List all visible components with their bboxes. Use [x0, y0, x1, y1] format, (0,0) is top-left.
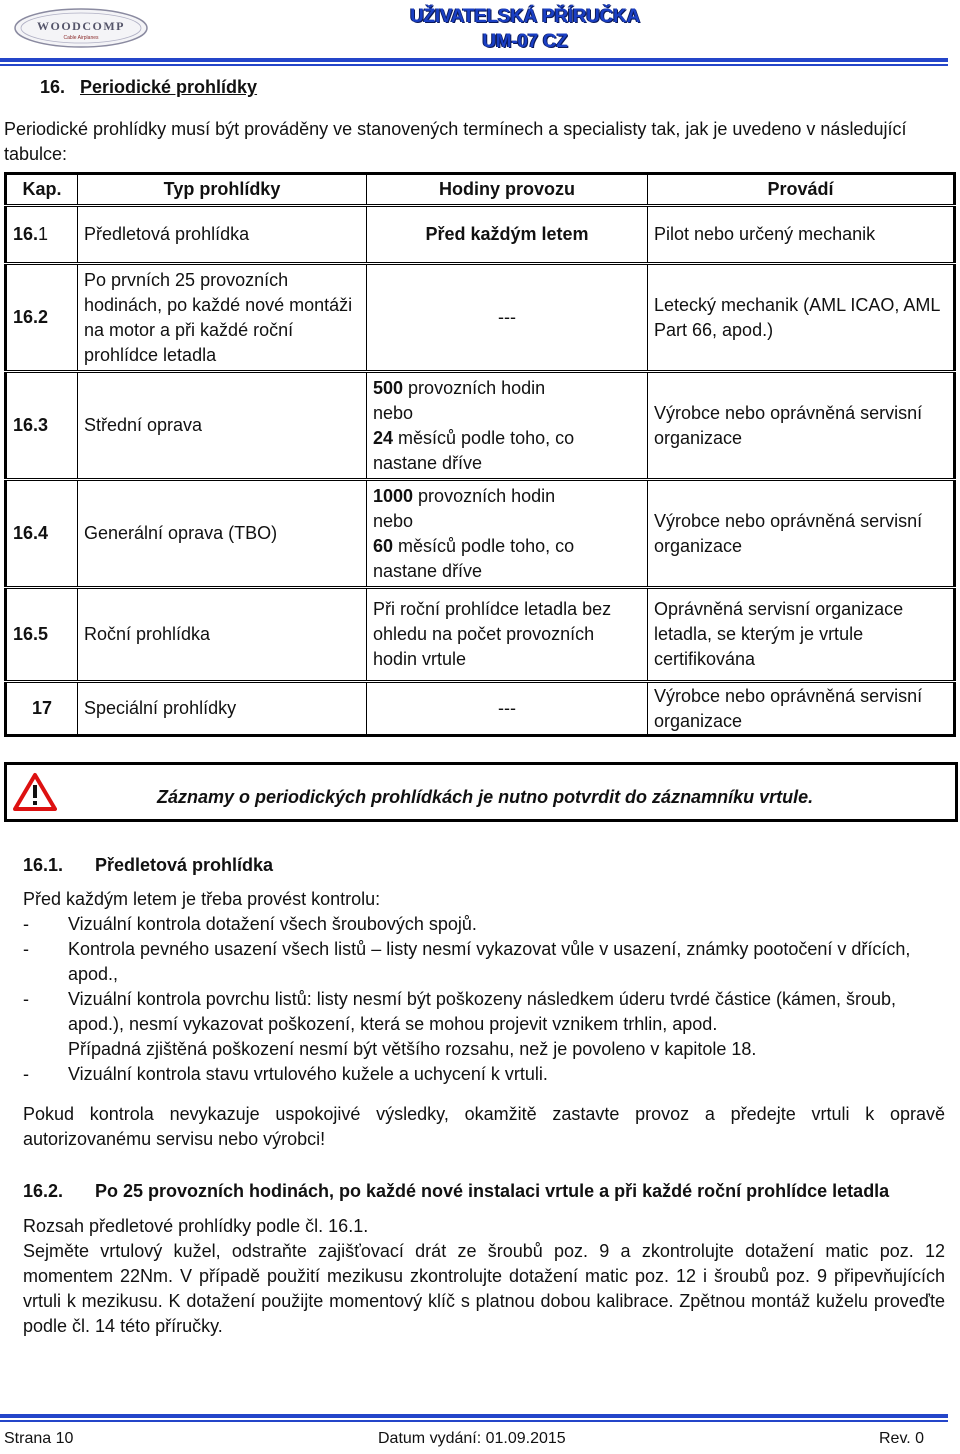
- row-hodiny: ---: [367, 264, 648, 372]
- row-provadi: Letecký mechanik (AML ICAO, AML Part 66, apod.): [648, 264, 955, 372]
- list-dash: -: [23, 914, 29, 934]
- footer-page: Strana 10: [4, 1430, 74, 1447]
- s162-line1: Rozsah předletové prohlídky podle čl. 16.1.: [23, 1216, 369, 1236]
- page-header: [0, 0, 960, 66]
- row-kap: [6, 206, 78, 264]
- row-kap: 16.2: [6, 264, 78, 372]
- kap-bold: 16.: [13, 224, 39, 244]
- header-typ: Typ prohlídky: [78, 174, 367, 206]
- table-row: [6, 588, 955, 682]
- hours-unit: provozních hodin: [413, 485, 556, 506]
- subsection-heading-16-1: [23, 855, 273, 876]
- list-item-text: Vizuální kontrola povrchu listů: listy nesmí být poškozeny následkem úderu tvrdé částice (kámen, šroub, apod.), nesmí vykazovat poškození, která se mohou projevit vznikem trhlin, apod.: [68, 989, 897, 1034]
- document-title-line2: UM-07 CZ: [482, 31, 568, 52]
- warning-text: Záznamy o periodických prohlídkách je nutno potvrdit do záznamníku vrtule.: [157, 787, 814, 807]
- logo-wordmark: WOODCOMP: [37, 19, 125, 33]
- section-heading: [40, 77, 257, 98]
- footer-rule-thin: [0, 1420, 948, 1422]
- document-title: [340, 4, 710, 54]
- footer-rule: [0, 1414, 948, 1418]
- hours-or: nebo: [373, 402, 414, 423]
- table-row: [6, 682, 955, 736]
- row-typ: Speciální prohlídky: [78, 682, 367, 736]
- header-hodiny: Hodiny provozu: [367, 174, 648, 206]
- hours-unit: provozních hodin: [403, 377, 546, 398]
- header-rule-thin: [0, 64, 948, 66]
- list-item-text: Vizuální kontrola stavu vrtulového kužele a uchycení k vrtuli.: [68, 1064, 548, 1084]
- inspection-table: [4, 172, 956, 737]
- checklist-lead: Před každým letem je třeba provést kontrolu:: [23, 889, 381, 909]
- header-provadi: Provádí: [648, 174, 955, 206]
- table-row: [6, 480, 955, 588]
- list-item: [23, 987, 945, 1062]
- document-title-line1: UŽIVATELSKÁ PŘÍRUČKA: [410, 6, 640, 27]
- list-item: [23, 937, 945, 987]
- row-kap: 16.5: [6, 588, 78, 682]
- months-value: 24: [373, 427, 394, 448]
- row-typ: Generální oprava (TBO): [78, 480, 367, 588]
- list-item-note: Případná zjištěná poškození nesmí být většího rozsahu, než je povoleno v kapitole 18.: [68, 1039, 757, 1059]
- subsection-title: Předletová prohlídka: [95, 855, 274, 875]
- conclusion-paragraph: Pokud kontrola nevykazuje uspokojivé výsledky, okamžitě zastavte provoz a předejte vrtuli k opravě autorizovanému servisu nebo výrobci!: [23, 1104, 945, 1149]
- row-hodiny: Při roční prohlídce letadla bez ohledu na počet provozních hodin vrtule: [367, 588, 648, 682]
- section-number: 16.: [40, 77, 66, 97]
- footer-date: Datum vydání: 01.09.2015: [378, 1430, 566, 1447]
- row-hodiny: [367, 372, 648, 480]
- header-kap: Kap.: [6, 174, 78, 206]
- hours-value: 500: [373, 377, 404, 398]
- checklist-block: [23, 887, 945, 1087]
- row-provadi: Pilot nebo určený mechanik: [648, 206, 955, 264]
- row-provadi: Oprávněná servisní organizace letadla, se kterým je vrtule certifikována: [648, 588, 955, 682]
- list-item-text: Vizuální kontrola dotažení všech šroubových spojů.: [68, 914, 477, 934]
- months-value: 60: [373, 535, 394, 556]
- table-row: [6, 206, 955, 264]
- woodcomp-logo: [12, 6, 150, 50]
- subsection-title: Po 25 provozních hodinách, po každé nové instalaci vrtule a při každé roční prohlídce letadla: [95, 1181, 890, 1201]
- row-provadi: Výrobce nebo oprávněná servisní organizace: [648, 682, 955, 736]
- warning-triangle-icon: [13, 772, 57, 812]
- row-typ: Po prvních 25 provozních hodinách, po každé nové montáži na motor a při každé roční prohlídce letadla: [78, 264, 367, 372]
- hours-value: 1000: [373, 485, 414, 506]
- row-hodiny: ---: [367, 682, 648, 736]
- list-item: [23, 912, 945, 937]
- subsection-heading-16-2: [23, 1181, 889, 1202]
- months-text: měsíců podle toho, co nastane dříve: [373, 535, 575, 581]
- list-dash: -: [23, 989, 29, 1009]
- row-typ: Střední oprava: [78, 372, 367, 480]
- section-title: Periodické prohlídky: [80, 77, 258, 97]
- kap-rest: 1: [38, 224, 49, 244]
- intro-paragraph: Periodické prohlídky musí být prováděny ve stanovených termínech a specialisty tak, jak je uvedeno v následující tabulce:: [4, 119, 907, 164]
- months-text: měsíců podle toho, co nastane dříve: [373, 427, 575, 473]
- row-hodiny: Před každým letem: [367, 206, 648, 264]
- list-dash: -: [23, 939, 29, 959]
- row-typ: Roční prohlídka: [78, 588, 367, 682]
- table-header-row: [6, 174, 955, 206]
- warning-box: [4, 762, 958, 822]
- row-provadi: Výrobce nebo oprávněná servisní organizace: [648, 372, 955, 480]
- header-rule: [0, 58, 948, 62]
- subsection-number: 16.2.: [23, 1181, 64, 1201]
- s162-body: Sejměte vrtulový kužel, odstraňte zajišťovací drát ze šroubů poz. 9 a zkontrolujte dotažení matic poz. 12 momentem 22Nm. V případě použití mezikusu zkontrolujte dotažení matic poz. 12 i šroubů poz. 9 připevňujících vrtuli k mezikusu. K dotažení použijte momentový klíč s platnou dobou kalibrace. Zpětnou montáž kuželu proveďte podle čl. 14 této příručky.: [23, 1241, 945, 1336]
- list-item-text: Kontrola pevného usazení všech listů – listy nesmí vykazovat vůle v usazení, známky pootočení v dřících, apod.,: [68, 939, 911, 984]
- row-kap: 17: [6, 682, 78, 736]
- row-hodiny: [367, 480, 648, 588]
- row-kap: 16.4: [6, 480, 78, 588]
- footer-rev: Rev. 0: [879, 1430, 925, 1447]
- subsection-number: 16.1.: [23, 855, 64, 875]
- row-kap: 16.3: [6, 372, 78, 480]
- logo-subtext: Cable Airplanes: [63, 35, 99, 41]
- table-row: [6, 264, 955, 372]
- row-provadi: Výrobce nebo oprávněná servisní organizace: [648, 480, 955, 588]
- row-typ: Předletová prohlídka: [78, 206, 367, 264]
- list-item: [23, 1062, 945, 1087]
- table-row: [6, 372, 955, 480]
- hours-or: nebo: [373, 510, 414, 531]
- list-dash: -: [23, 1064, 29, 1084]
